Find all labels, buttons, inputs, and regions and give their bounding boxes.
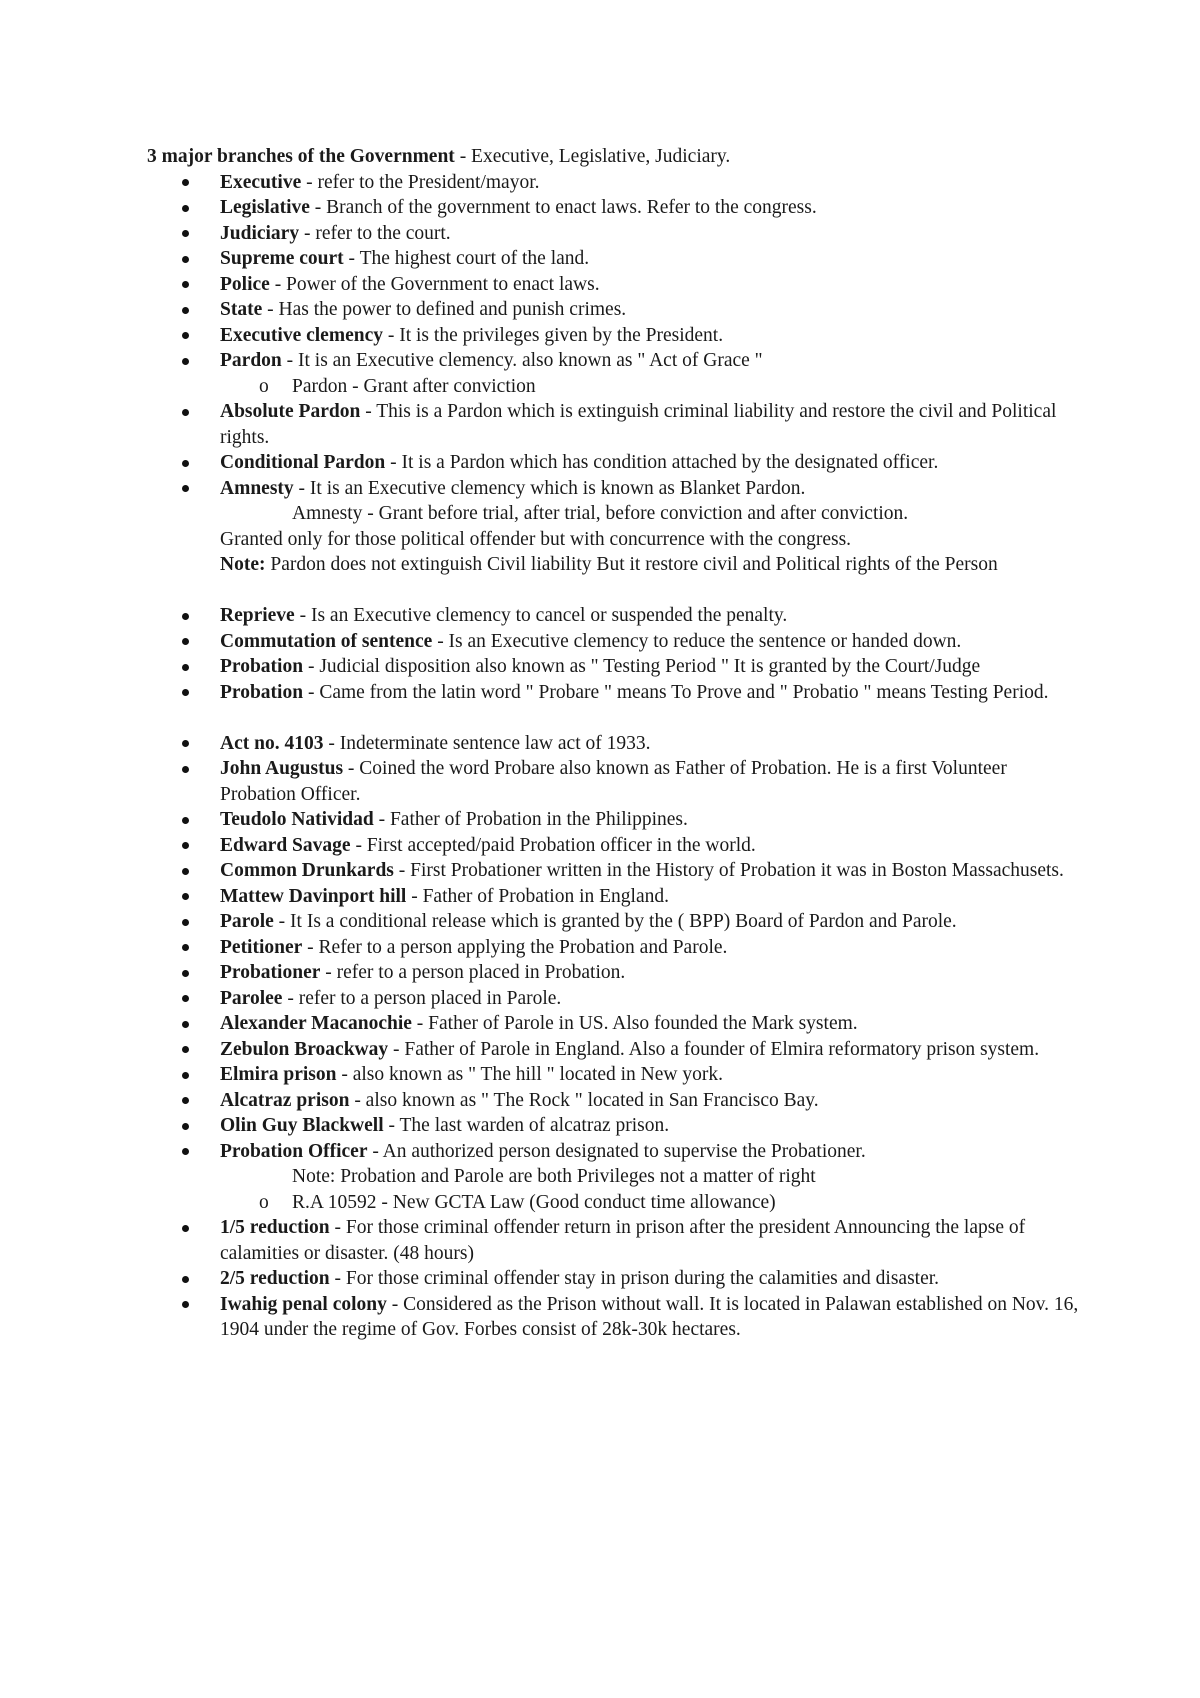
item-text: - Has the power to defined and punish crimes. [262,299,627,320]
item-text: - refer to a person placed in Parole. [282,987,562,1009]
item-term: Common Drunkards [220,860,394,881]
list-item [147,935,1087,961]
item-term: 1/5 reduction [220,1217,330,1238]
item-text: - Considered as the Prison without wall. It is located in Palawan established on Nov. 16, 1904 under the regime of Gov. Forbes consist of 28k-30k hectares. [220,1293,1079,1340]
item-term: Probation [220,681,304,703]
item-text: - Indeterminate sentence law act of 1933. [323,732,651,754]
item-term: 2/5 reduction [220,1268,330,1289]
item-term: Commutation of sentence [220,630,433,652]
item-text: - For those criminal offender return in prison after the president Announcing the lapse of calamities or disaster. (48 hours) [220,1217,1026,1264]
document-body [147,144,1087,1343]
item-term: Elmira prison [220,1064,337,1085]
list-item [147,960,1087,986]
item-text: - It Is a conditional release which is granted by the ( BPP) Board of Pardon and Parole. [273,911,957,932]
item-text: - also known as " The Rock " located in San Francisco Bay. [349,1089,819,1111]
item-term: Zebulon Broackway [220,1038,389,1060]
sub-bullet-marker: o [259,1191,269,1213]
item-term: Reprieve [220,605,295,626]
list-item [147,654,1087,680]
item-text: - It is the privileges given by the President. [382,324,724,346]
item-term: Teudolo Natividad [220,809,374,830]
item-text: - refer to a person placed in Probation. [320,962,626,983]
item-term: Petitioner [220,936,303,958]
item-text: - The highest court of the land. [343,248,590,269]
item-term: Olin Guy Blackwell [220,1115,384,1136]
item-text: - Coined the word Probare also known as Father of Probation. He is a first Volunteer Probation Officer. [220,758,1007,805]
sub-bullet-text: Pardon - Grant after conviction [292,375,536,397]
list-item [147,170,1087,196]
document-heading [147,144,1087,170]
item-term: Executive clemency [220,324,383,346]
list-item [147,323,1087,349]
note-text: Pardon does not extinguish Civil liability But it restore civil and Political rights of the Person [265,554,998,575]
heading-term: 3 major branches of the Government [147,146,455,167]
item-term: Probationer [220,962,321,983]
item-term: Iwahig penal colony [220,1293,387,1315]
sub-bullet-text: R.A 10592 - New GCTA Law (Good conduct time allowance) [292,1191,776,1213]
list-item [147,221,1087,247]
item-term: Executive [220,171,302,193]
item-term: Probation [220,656,304,677]
item-text: - For those criminal offender stay in prison during the calamities and disaster. [329,1268,940,1289]
item-term: Parole [220,911,274,932]
list-item [147,1062,1087,1088]
list-item [147,450,1087,476]
continuation-line: Granted only for those political offender but with concurrence with the congress. [220,528,852,550]
item-text: - This is a Pardon which is extinguish criminal liability and restore the civil and Political rights. [220,401,1057,448]
item-text: - An authorized person designated to supervise the Probationer. [367,1140,866,1162]
indented-line: Note: Probation and Parole are both Privileges not a matter of right [292,1166,816,1187]
item-text: - It is an Executive clemency. also known as " Act of Grace " [281,350,763,371]
list-item [147,833,1087,859]
item-term: Judiciary [220,222,300,244]
item-text: - The last warden of alcatraz prison. [383,1115,670,1136]
item-term: Probation Officer [220,1140,368,1162]
list-item [147,297,1087,323]
sub-bullet [147,1190,1087,1216]
sub-bullet-marker: o [259,375,269,397]
sub-bullet [147,374,1087,400]
list-item [147,731,1087,757]
list-item [147,246,1087,272]
item-text: - Is an Executive clemency to reduce the sentence or handed down. [432,630,962,652]
list-item [147,1292,1087,1343]
list-item [147,986,1087,1012]
list-item [147,1037,1087,1063]
item-text: - Power of the Government to enact laws. [269,273,600,295]
item-text: - Judicial disposition also known as " Testing Period " It is granted by the Court/Judge [303,656,981,677]
item-term: Conditional Pardon [220,452,386,473]
item-text: - refer to the President/mayor. [301,171,540,193]
list-item [147,272,1087,298]
item-text: - refer to the court. [299,222,451,244]
list-item [147,858,1087,884]
note-label: Note: [220,554,266,575]
item-term: Edward Savage [220,834,351,856]
list-item [147,629,1087,655]
item-term: Alexander Macanochie [220,1013,412,1034]
list-item [147,1113,1087,1139]
item-term: Supreme court [220,248,344,269]
item-term: John Augustus [220,758,344,779]
item-text: - Branch of the government to enact laws. Refer to the congress. [309,197,817,218]
list-item [147,1088,1087,1114]
list-item [147,195,1087,221]
list-item [147,807,1087,833]
list-item [147,348,1087,399]
item-term: Act no. 4103 [220,732,324,754]
item-term: Police [220,273,270,295]
heading-text: - Executive, Legislative, Judiciary. [454,146,731,167]
item-text: - First accepted/paid Probation officer in the world. [350,834,756,856]
item-term: Amnesty [220,477,294,499]
item-term: Absolute Pardon [220,401,361,422]
item-text: - First Probationer written in the History of Probation it was in Boston Massachusets. [393,860,1064,881]
list-item [147,603,1087,629]
indented-line: Amnesty - Grant before trial, after trial, before conviction and after conviction. [292,503,909,524]
list-item [147,756,1087,807]
item-term: Legislative [220,197,310,218]
definition-list [147,170,1087,1343]
list-item [147,1266,1087,1292]
item-term: Pardon [220,350,282,371]
item-text: - Refer to a person applying the Probation and Parole. [302,936,728,958]
list-item [147,680,1087,706]
list-item [147,884,1087,910]
note-paragraph [220,552,1087,578]
item-text: - It is an Executive clemency which is known as Blanket Pardon. [293,477,806,499]
list-item [147,1011,1087,1037]
item-text: - also known as " The hill " located in New york. [336,1064,723,1085]
list-item [147,1215,1087,1266]
list-item [147,476,1087,578]
item-text: - It is a Pardon which has condition attached by the designated officer. [385,452,939,473]
item-term: State [220,299,263,320]
item-text: - Father of Parole in US. Also founded the Mark system. [411,1013,858,1034]
list-item [147,399,1087,450]
item-term: Alcatraz prison [220,1089,350,1111]
item-text: - Is an Executive clemency to cancel or suspended the penalty. [294,605,788,626]
item-text: - Father of Probation in England. [406,885,669,907]
item-term: Mattew Davinport hill [220,885,407,907]
list-item [147,1139,1087,1216]
item-term: Parolee [220,987,283,1009]
item-text: - Father of Probation in the Philippines. [373,809,688,830]
item-text: - Father of Parole in England. Also a founder of Elmira reformatory prison system. [388,1038,1040,1060]
item-text: - Came from the latin word " Probare " means To Prove and " Probatio " means Testing Period. [303,681,1049,703]
list-item [147,909,1087,935]
